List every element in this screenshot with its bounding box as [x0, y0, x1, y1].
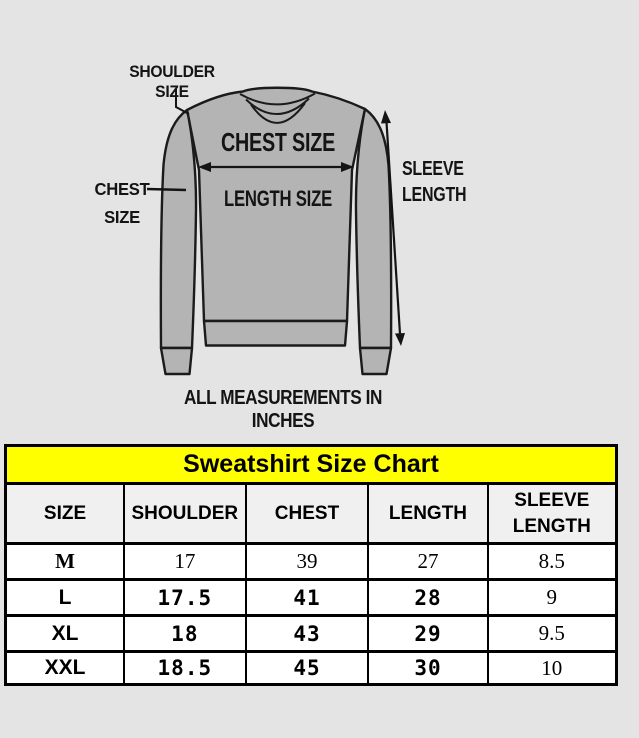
- table-cell: L: [6, 580, 125, 616]
- sleeve-length-label: SLEEVE LENGTH: [402, 158, 467, 206]
- table-row-xxl: [6, 652, 617, 685]
- size-chart-table: [4, 444, 618, 686]
- sweatshirt-left-sleeve: [161, 110, 196, 348]
- length-size-label: LENGTH SIZE: [223, 186, 333, 211]
- shoulder-size-label: SHOULDER SIZE: [129, 62, 215, 101]
- measurements-note: ALL MEASUREMENTS IN INCHES: [184, 387, 382, 432]
- table-cell: 43: [246, 616, 369, 652]
- col-header-sleeve-length: SLEEVE LENGTH: [488, 484, 617, 544]
- table-cell: 17.5: [124, 580, 246, 616]
- col-header-size: SIZE: [6, 484, 125, 544]
- table-cell: 30: [368, 652, 487, 685]
- table-cell: 28: [368, 580, 487, 616]
- sweatshirt-right-sleeve: [356, 109, 391, 348]
- col-header-chest: CHEST: [246, 484, 369, 544]
- sweatshirt-right-cuff: [360, 348, 391, 374]
- table-cell: 41: [246, 580, 369, 616]
- table-cell: 9: [488, 580, 617, 616]
- table-cell: 39: [246, 544, 369, 580]
- table-cell: XL: [6, 616, 125, 652]
- table-cell: 45: [246, 652, 369, 685]
- chest-size-label: CHEST SIZE: [220, 127, 336, 157]
- table-cell: 18: [124, 616, 246, 652]
- table-cell: 8.5: [488, 544, 617, 580]
- table-cell: 9.5: [488, 616, 617, 652]
- table-row-m: [6, 544, 617, 580]
- table-cell: M: [6, 544, 125, 580]
- sweatshirt-left-cuff: [161, 348, 192, 374]
- table-row-l: [6, 580, 617, 616]
- table-cell: 10: [488, 652, 617, 685]
- table-cell: 18.5: [124, 652, 246, 685]
- table-cell: 29: [368, 616, 487, 652]
- table-cell: XXL: [6, 652, 125, 685]
- table-title: Sweatshirt Size Chart: [6, 446, 617, 484]
- table-cell: 27: [368, 544, 487, 580]
- table-header-row: [6, 484, 617, 544]
- col-header-length: LENGTH: [368, 484, 487, 544]
- table-title-row: [6, 446, 617, 484]
- col-header-shoulder: SHOULDER: [124, 484, 246, 544]
- chest-size-side-label: CHEST SIZE: [94, 179, 150, 227]
- table-row-xl: [6, 616, 617, 652]
- sweatshirt-hem: [204, 321, 347, 346]
- table-cell: 17: [124, 544, 246, 580]
